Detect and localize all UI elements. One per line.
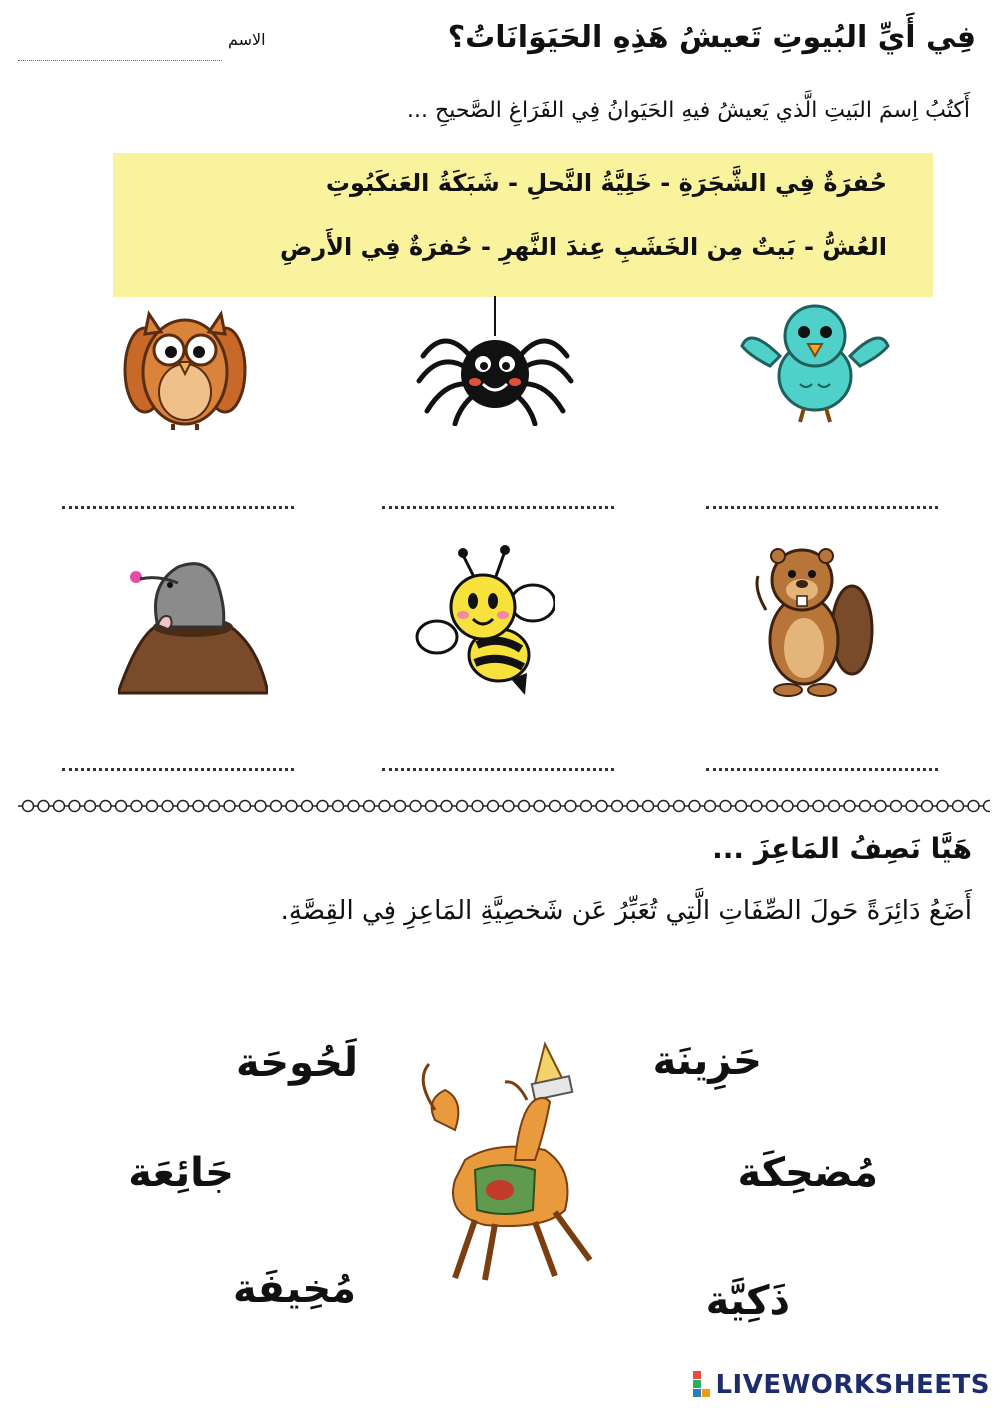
answer-line-bee[interactable]	[382, 766, 614, 771]
instruction-1: أَكتُبُ اِسمَ البَيتِ الَّذي يَعيشُ فيهِ الحَيَوانُ فِي الفَرَاغِ الصَّحيحِ ...	[407, 98, 970, 123]
logo-text: LIVEWORKSHEETS	[715, 1370, 990, 1400]
worksheet-title: فِي أَيِّ البُيوتِ تَعيشُ هَذِهِ الحَيَوَانَاتُ؟	[447, 20, 976, 55]
name-label: الاسم	[228, 30, 266, 49]
answer-line-bird[interactable]	[706, 504, 938, 509]
answer-line-beaver[interactable]	[706, 766, 938, 771]
bird-icon	[740, 296, 890, 426]
adjective-right-2[interactable]: مُضحِكَة	[737, 1150, 878, 1196]
owl-icon	[115, 300, 255, 430]
answer-line-mole[interactable]	[62, 766, 294, 771]
chain-divider	[18, 796, 990, 816]
beaver-icon	[748, 540, 878, 700]
instruction-2: أَضَعُ دَائِرَةً حَولَ الصِّفَاتِ الَّتِي تُعَبِّرُ عَن شَخصِيَّةِ المَاعِزِ فِي القِصَّةِ.	[280, 896, 972, 926]
adjective-right-3[interactable]: ذَكِيَّة	[705, 1278, 790, 1324]
answer-line-owl[interactable]	[62, 504, 294, 509]
answer-line-spider[interactable]	[382, 504, 614, 509]
section-2-title: هَيَّا نَصِفُ المَاعِزَ ...	[712, 832, 972, 865]
bee-icon	[415, 545, 555, 695]
logo-mark-icon	[693, 1371, 711, 1397]
spider-icon	[415, 296, 575, 426]
adjective-left-2[interactable]: جَائِعَة	[128, 1150, 234, 1196]
word-bank-line-2: العُشُّ - بَيتٌ مِن الخَشَبِ عِندَ النَّهرِ - حُفرَةٌ فِي الأَرضِ	[280, 233, 887, 261]
word-bank	[113, 153, 933, 297]
word-bank-line-1: حُفرَةٌ فِي الشَّجَرَةِ - خَلِيَّةُ النَّحلِ - شَبَكَةُ العَنكَبُوتِ	[325, 169, 887, 197]
adjective-left-1[interactable]: لَحُوحَة	[235, 1040, 358, 1086]
goat-icon	[405, 1040, 610, 1285]
adjective-left-3[interactable]: مُخِيفَة	[233, 1266, 356, 1312]
adjective-right-1[interactable]: حَزِينَة	[652, 1038, 762, 1084]
liveworksheets-logo	[693, 1370, 990, 1400]
name-field[interactable]	[18, 58, 222, 61]
mole-icon	[118, 555, 268, 695]
